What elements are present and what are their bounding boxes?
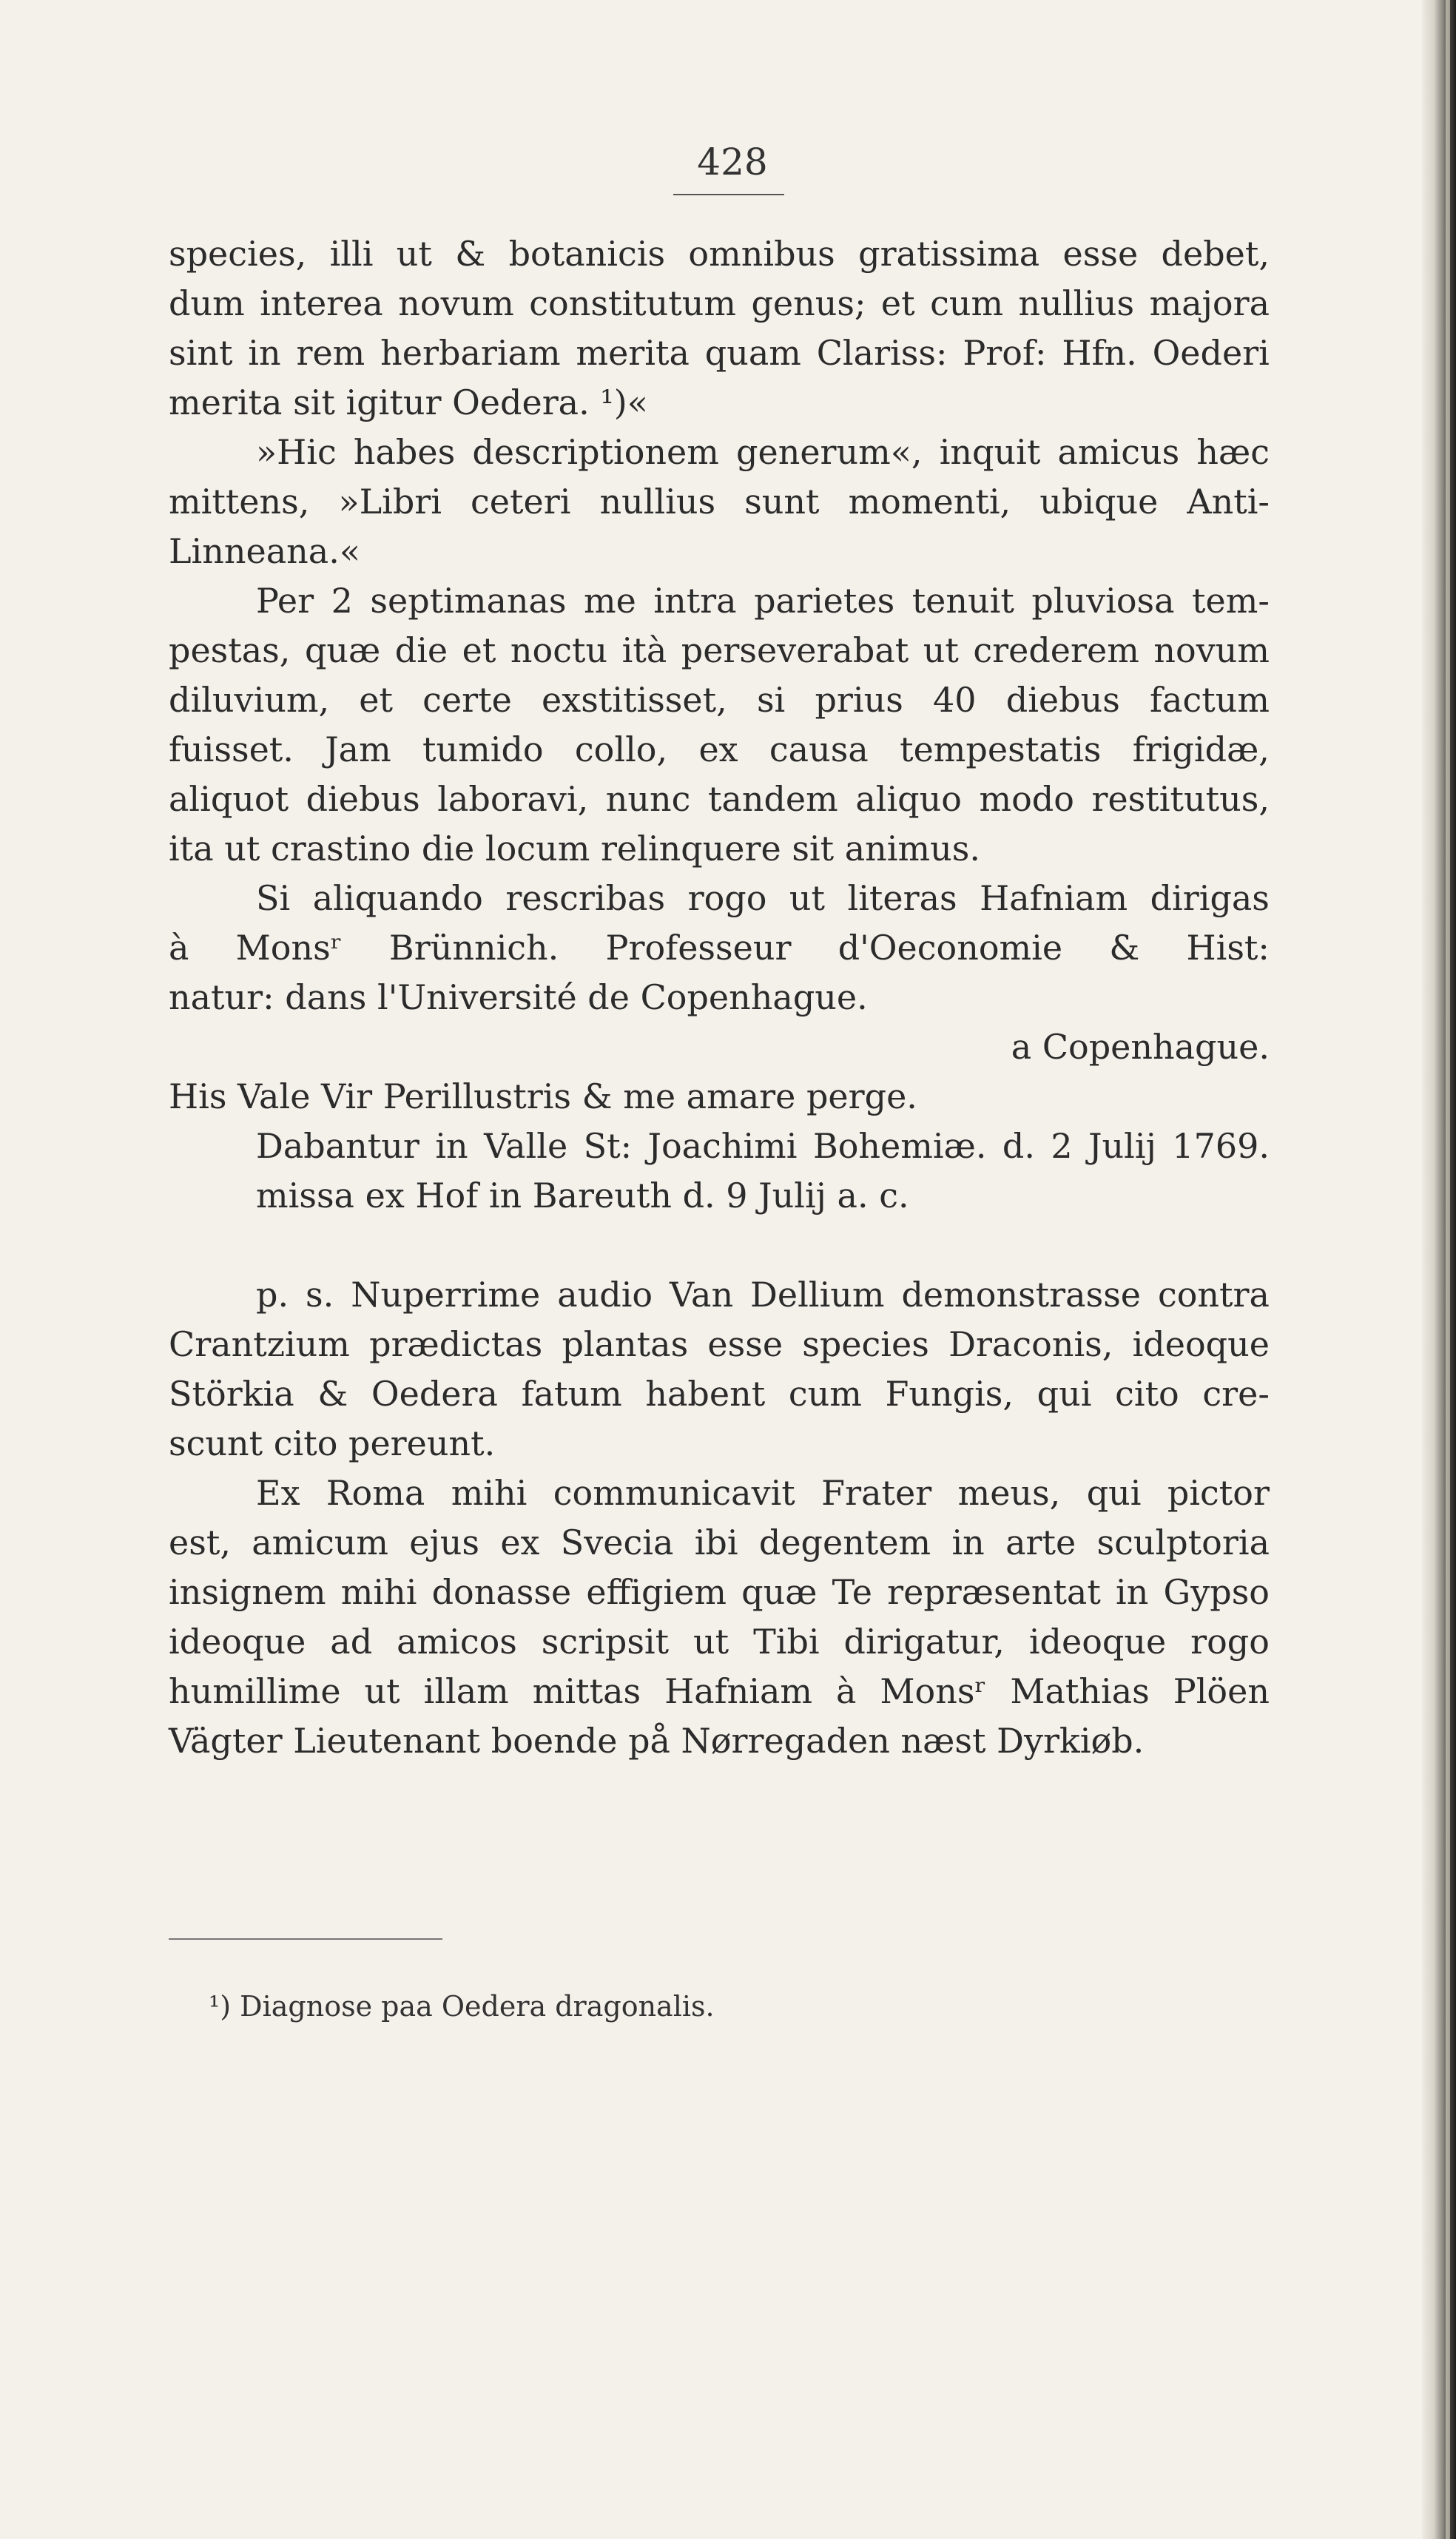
text-line: Linneana.«: [169, 531, 360, 571]
text-line: insignem mihi donasse effigiem quæ Te repræsentat in Gypso: [169, 1572, 1270, 1612]
text-line: a Copenhague.: [1011, 1027, 1270, 1067]
text-line: Störkia & Oedera fatum habent cum Fungis, qui cito cre-: [169, 1374, 1270, 1414]
text-line: p. s. Nuperrime audio Van Dellium demonstrasse contra: [256, 1275, 1270, 1315]
footnote-rule: [169, 1938, 442, 1940]
text-line: Vägter Lieutenant boende på Nørregaden næst Dyrkiøb.: [169, 1721, 1145, 1761]
page-edge-shadow: [1422, 0, 1456, 2539]
page-number: 428: [697, 141, 768, 183]
text-line: diluvium, et certe exstitisset, si prius 40 diebus factum: [169, 680, 1270, 720]
text-line: humillime ut illam mittas Hafniam à Monsʳ Mathias Plöen: [169, 1671, 1270, 1711]
text-line: His Vale Vir Perillustris & me amare perge.: [169, 1076, 917, 1116]
text-line: aliquot diebus laboravi, nunc tandem aliquo modo restitutus,: [169, 779, 1270, 819]
text-line: fuisset. Jam tumido collo, ex causa tempestatis frigidæ,: [169, 729, 1270, 769]
text-line: scunt cito pereunt.: [169, 1423, 496, 1463]
body-text: [169, 229, 1270, 1766]
text-line: à Monsʳ Brünnich. Professeur d'Oeconomie & Hist:: [169, 928, 1270, 968]
text-line: Ex Roma mihi communicavit Frater meus, qui pictor: [256, 1473, 1270, 1513]
text-line: ideoque ad amicos scripsit ut Tibi dirigatur, ideoque rogo: [169, 1622, 1270, 1662]
text-line: sint in rem herbariam merita quam Clariss: Prof: Hfn. Oederi: [169, 333, 1270, 373]
text-line: Si aliquando rescribas rogo ut literas Hafniam dirigas: [256, 878, 1270, 918]
text-line: merita sit igitur Oedera. ¹)«: [169, 382, 648, 422]
text-line: mittens, »Libri ceteri nullius sunt momenti, ubique Anti-: [169, 482, 1270, 522]
text-line: dum interea novum constitutum genus; et cum nullius majora: [169, 283, 1270, 323]
text-line: missa ex Hof in Bareuth d. 9 Julij a. c.: [256, 1176, 909, 1215]
text-line: est, amicum ejus ex Svecia ibi degentem in arte sculptoria: [169, 1523, 1270, 1562]
text-line: pestas, quæ die et noctu ità perseverabat ut crederem novum: [169, 630, 1270, 670]
text-line: natur: dans l'Université de Copenhague.: [169, 977, 868, 1017]
text-line: Crantzium prædictas plantas esse species Draconis, ideoque: [169, 1324, 1270, 1364]
page-number-rule: [673, 194, 784, 195]
page-spine: [1446, 0, 1450, 2539]
text-line: Per 2 septimanas me intra parietes tenuit pluviosa tem-: [256, 581, 1270, 621]
text-line: ita ut crastino die locum relinquere sit animus.: [169, 829, 980, 869]
text-line: »Hic habes descriptionem generum«, inquit amicus hæc: [256, 432, 1270, 472]
text-line: [169, 1221, 1270, 1270]
footnote: ¹) Diagnose paa Oedera dragonalis.: [209, 1990, 715, 2023]
text-line: species, illi ut & botanicis omnibus gratissima esse debet,: [169, 234, 1270, 274]
text-line: Dabantur in Valle St: Joachimi Bohemiæ. d. 2 Julij 1769.: [256, 1126, 1270, 1166]
